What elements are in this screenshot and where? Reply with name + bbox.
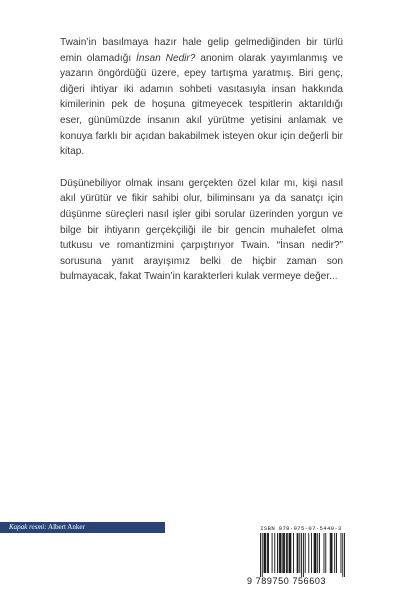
barcode-bar [330,533,331,573]
barcode-bar [314,533,315,573]
barcode-bar [281,533,282,573]
barcode-bar [280,533,281,573]
cover-credit-label: Kapak resmi: [9,523,47,531]
barcode-bar [341,533,342,573]
barcode-bar [287,533,288,573]
barcode-bar [299,533,300,573]
barcode-bar [311,533,312,573]
barcode-bar [315,533,316,573]
barcode-bar [264,533,265,573]
barcode-bar [344,533,345,577]
barcode [260,533,345,577]
barcode-bar [277,533,278,573]
blurb-paragraph-2: Düşünebiliyor olmak insanı gerçekten özel kılar mı, kişi nasıl akıl yürütür ve fikir sahibi olur, biliminsanı ya da sanatçı için düşünme süreçleri nasıl işler gibi sorular üzerinden yorgun ve bilge bir ihtiyarın gerçekçiliği ile bir gencin muhalefet olma tutkusu ve romantizmini çarpıştırıyor Twain. “İnsan nedir?” sorusuna yanıt arayışımız belki de hiçbir zaman son bulmayacak, fakat Twain’in karakterleri kulak vermeye değer... [60,177,343,283]
barcode-bar [332,533,333,573]
barcode-bar [334,533,335,573]
barcode-bar [336,533,337,573]
cover-credit [9,522,85,533]
barcode-digits: 9 789750 756603 [247,576,327,586]
barcode-bar [290,533,291,573]
barcode-bar [297,533,298,573]
barcode-bar [282,533,283,573]
barcode-bar [264,533,265,573]
barcode-bar [279,533,280,573]
barcode-bar [342,533,343,577]
barcode-bar [268,533,269,573]
barcode-bar [325,533,326,573]
barcode-bar [290,533,291,573]
barcode-bar [315,533,316,573]
barcode-bar [293,533,294,573]
cover-credit-name: Albert Anker [48,523,85,531]
back-cover-blurb [60,35,343,285]
barcode-bar [272,533,273,573]
barcode-bar [262,533,263,577]
barcode-bar [267,533,268,573]
barcode-bar [260,533,261,577]
barcode-bar [319,533,320,573]
cover-credit-bar [0,522,165,533]
barcode-bar [317,533,318,573]
barcode-bar [308,533,309,573]
barcode-bar [298,533,299,573]
barcode-bar [265,533,266,573]
barcode-bar [284,533,285,573]
barcode-bar [283,533,284,573]
barcode-bar [286,533,287,573]
book-title-italic: İnsan Nedir? [136,52,196,64]
barcode-bar [331,533,332,573]
barcode-bar [289,533,290,573]
barcode-bar [274,533,275,573]
blurb-p1-part-1: Twain’in basılmaya hazır hale gelip gelmediğinden bir türlü emin olamadığı [60,37,343,64]
barcode-bar [303,533,304,577]
barcode-bar [301,533,302,577]
blurb-paragraph-1 [60,35,343,160]
barcode-bar [305,533,306,573]
barcode-bar [324,533,325,573]
isbn-text: ISBN 978-975-07-5440-3 [260,525,342,532]
blurb-p1-part-2: anonim olarak yayımlanmış ve yazarın öngördüğü üzere, epey tartışma yaratmış. Biri genç, diğeri ihtiyar iki adamın sohbeti vasıtasıyla insan hakkında kimilerinin pek de hoşuna gitmeyecek tespitlerin aktarıldığı eser, günümüzde insanın akıl yürütme yetisini anlamak ve konuya farklı bir açıdan bakabilmek isteyen okur için değerli bir kitap. [60,52,343,158]
